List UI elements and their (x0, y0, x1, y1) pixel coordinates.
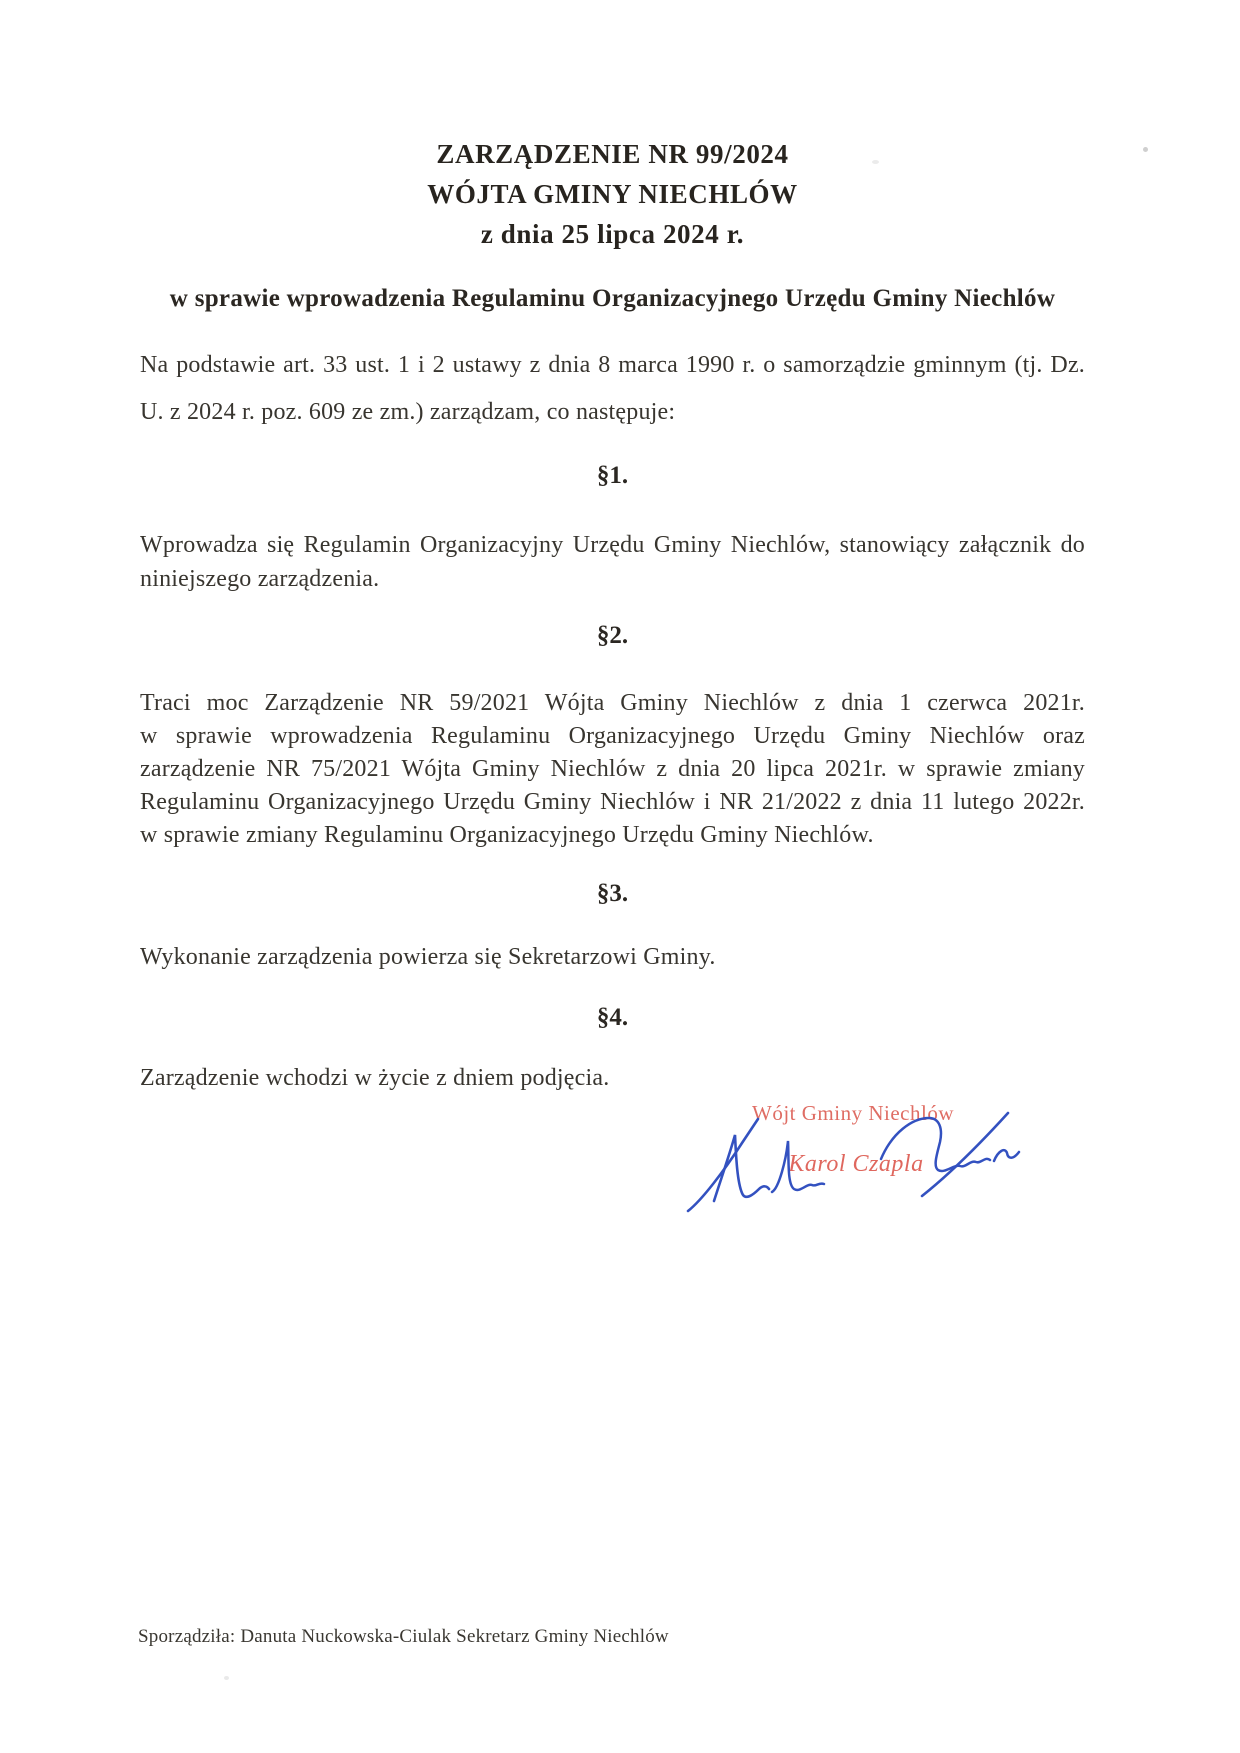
section-2-line: w sprawie zmiany Regulaminu Organizacyjnego Urzędu Gminy Niechlów. (140, 822, 874, 848)
document-subject: w sprawie wprowadzenia Regulaminu Organizacyjnego Urzędu Gminy Niechlów (169, 285, 1056, 312)
scan-speck (224, 1676, 229, 1680)
section-2-line: w sprawie wprowadzenia Regulaminu Organizacyjnego Urzędu Gminy Niechlów oraz (140, 723, 1085, 749)
section-3-heading: §3. (596, 880, 629, 907)
document-title-line-issuer: WÓJTA GMINY NIECHLÓW (427, 179, 798, 209)
section-4-paragraph (140, 1062, 1085, 1095)
section-1-line: niniejszego zarządzenia. (140, 566, 380, 592)
scan-speck (872, 160, 879, 164)
legal-basis-line: Na podstawie art. 33 ust. 1 i 2 ustawy z dnia 8 marca 1990 r. o samorządzie gminnym (tj. Dz. (140, 352, 1085, 378)
legal-basis-paragraph (140, 342, 1085, 436)
legal-basis-line: U. z 2024 r. poz. 609 ze zm.) zarządzam, co następuje: (140, 399, 676, 425)
document-title-line-number: ZARZĄDZENIE NR 99/2024 (436, 139, 789, 169)
stamp-signer-name: Karol Czapla (788, 1151, 924, 1177)
section-2-line: Traci moc Zarządzenie NR 59/2021 Wójta Gminy Niechlów z dnia 1 czerwca 2021r. (140, 690, 1085, 716)
section-1-paragraph (140, 528, 1085, 596)
section-4-line: Zarządzenie wchodzi w życie z dniem podjęcia. (140, 1065, 610, 1091)
section-3-line: Wykonanie zarządzenia powierza się Sekretarzowi Gminy. (140, 944, 716, 970)
section-2-line: Regulaminu Organizacyjnego Urzędu Gminy Niechlów i NR 21/2022 z dnia 11 lutego 2022r. (140, 789, 1085, 815)
document-title-line-date: z dnia 25 lipca 2024 r. (480, 219, 745, 249)
stamp-office-title: Wójt Gminy Niechlów (752, 1101, 954, 1125)
section-1-line: Wprowadza się Regulamin Organizacyjny Urzędu Gminy Niechlów, stanowiący załącznik do (140, 532, 1085, 558)
document-title-block (140, 134, 1085, 254)
scan-speck (1143, 147, 1148, 152)
signature-block (638, 1093, 1058, 1253)
section-1-heading: §1. (596, 462, 629, 489)
handwritten-signature-icon (638, 1093, 1058, 1253)
section-4-heading: §4. (596, 1004, 629, 1031)
section-2-paragraph (140, 687, 1085, 852)
section-3-paragraph (140, 941, 1085, 974)
section-2-heading: §2. (596, 622, 629, 649)
section-2-line: zarządzenie NR 75/2021 Wójta Gminy Niechlów z dnia 20 lipca 2021r. w sprawie zmiany (140, 756, 1085, 782)
prepared-by-note: Sporządziła: Danuta Nuckowska-Ciulak Sekretarz Gminy Niechlów (138, 1626, 669, 1647)
